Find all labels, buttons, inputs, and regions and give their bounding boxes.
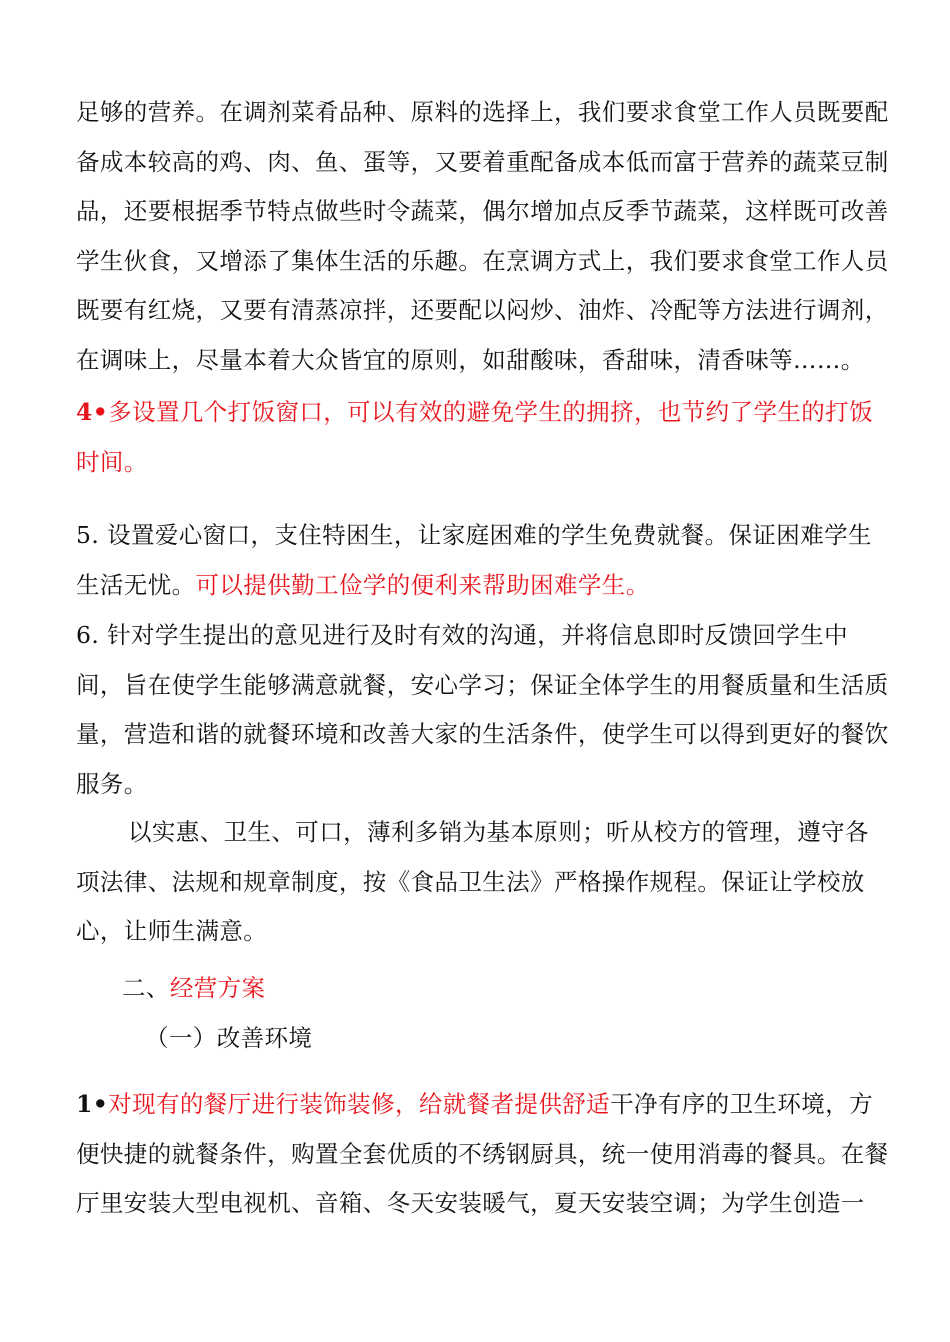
paragraph-item-1	[76, 1080, 891, 1229]
section-heading-prefix: 二、	[122, 974, 170, 1002]
paragraph-nutrition: 足够的营养。在调剂菜肴品种、原料的选择上，我们要求食堂工作人员既要配备成本较高的鸡、肉、鱼、蛋等，又要着重配备成本低而富于营养的蔬菜豆制品，还要根据季节特点做些时令蔬菜，偶尔增加点反季节蔬菜，这样既可改善学生伙食，又增添了集体生活的乐趣。在烹调方式上，我们要求食堂工作人员既要有红烧，又要有清蒸凉拌，还要配以闷炒、油炸、冷配等方法进行调剂，在调味上，尽量本着大众皆宜的原则，如甜酸味，香甜味，清香味等……。	[76, 98, 889, 374]
item-1-text: 干净有序的卫生环境，方便快捷的就餐条件，购置全套优质的不绣钢厨具，统一使用消毒的餐具。在餐厅里安装大型电视机、音箱、冬天安装暖气，夏天安装空调；为学生创造一	[76, 1090, 889, 1217]
section-heading-title: 经营方案	[169, 974, 266, 1002]
paragraph-item-5	[76, 511, 891, 610]
paragraph-item-4	[76, 388, 891, 487]
item-6-text: 针对学生提出的意见进行及时有效的沟通，并将信息即时反馈回学生中间，旨在使学生能够满意就餐，安心学习；保证全体学生的用餐质量和生活质量，营造和谐的就餐环境和改善大家的生活条件，使学生可以得到更好的餐饮服务。	[76, 621, 889, 798]
item-number-6: 6.	[76, 621, 108, 649]
item-4-text: 多设置几个打饭窗口，可以有效的避免学生的拥挤，也节约了学生的打饭时间。	[76, 398, 873, 476]
item-number-1: 1•	[76, 1090, 109, 1118]
item-number-4: 4•	[76, 398, 109, 426]
item-1-highlight: 对现有的餐厅进行装饰装修，给就餐者提供舒适	[108, 1090, 611, 1118]
section-heading-business-plan	[122, 964, 622, 1014]
item-5-text: 设置爱心窗口，支住特困生，让家庭困难的学生免费就餐。保证困难学生生活无忧。	[76, 521, 872, 599]
paragraph-principles: 以实惠、卫生、可口，薄利多销为基本原则；听从校方的管理，遵守各项法律、法规和规章制度，按《食品卫生法》严格操作规程。保证让学校放心，让师生满意。	[76, 818, 869, 945]
item-5-highlight: 可以提供勤工俭学的便利来帮助困难学生。	[195, 570, 650, 599]
subsection-heading-environment: （一）改善环境	[145, 1024, 313, 1052]
paragraph-item-6	[76, 611, 891, 809]
item-number-5: 5.	[76, 521, 108, 549]
